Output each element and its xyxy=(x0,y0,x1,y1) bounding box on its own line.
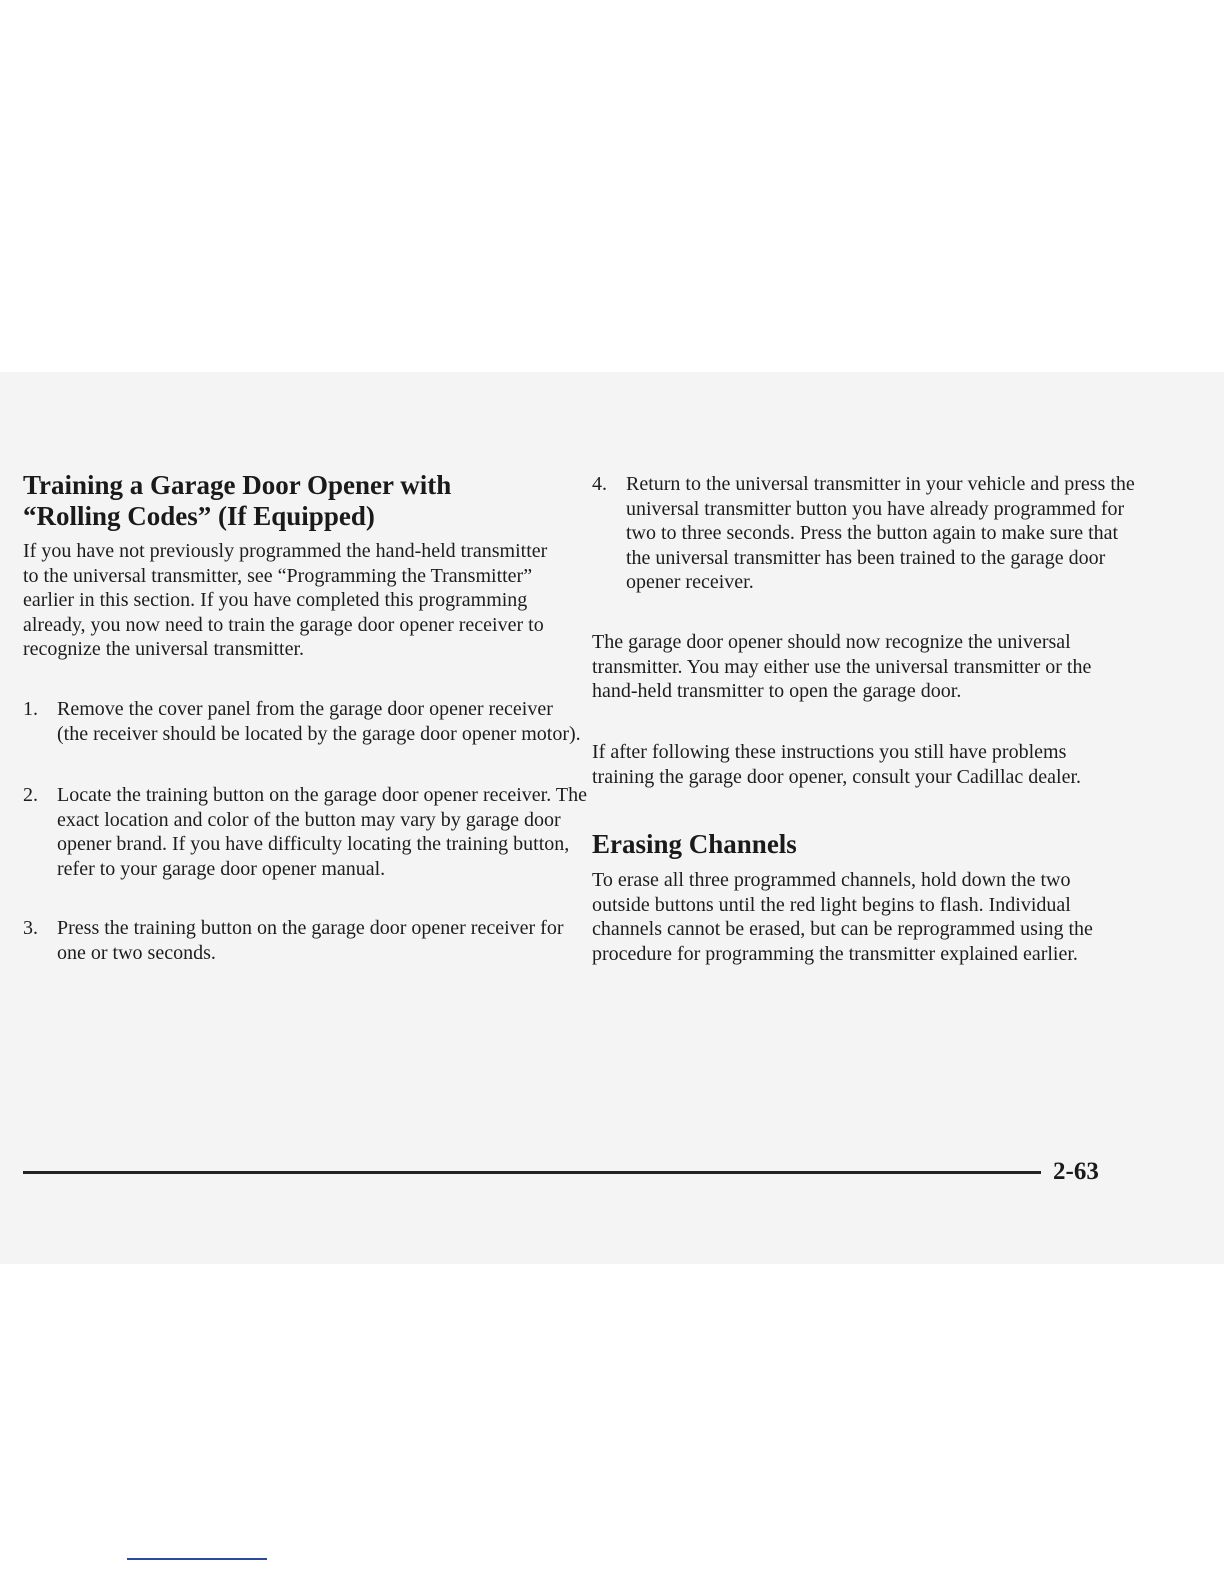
body-paragraph: The garage door opener should now recognize the universal transmitter. You may either use the universal transmitter or the hand-held transmitter to open the garage door. xyxy=(592,631,1092,703)
step-text: Return to the universal transmitter in your vehicle and press the universal transmitter button you have already programmed for two to three seconds. Press the button again to make sure that the universal transmitter has been trained to the garage door opener receiver. xyxy=(626,473,1135,594)
section-title-erasing: Erasing Channels xyxy=(592,829,797,859)
step-text: Press the training button on the garage door opener receiver for one or two seconds. xyxy=(57,917,564,964)
step-item xyxy=(23,697,587,746)
step-item xyxy=(23,783,587,881)
bottom-underline-mark xyxy=(127,1558,267,1560)
section-title-training xyxy=(23,470,563,532)
step-text: Locate the training button on the garage door opener receiver. The exact location and color of the button may vary by garage door opener brand. If you have difficulty locating the training button, refer to your garage door opener manual. xyxy=(57,784,587,880)
step-number: 2. xyxy=(23,784,38,806)
manual-page xyxy=(0,372,1224,1264)
step-item xyxy=(23,916,587,965)
step-number: 4. xyxy=(592,473,607,495)
step-text: Remove the cover panel from the garage door opener receiver (the receiver should be located by the garage door opener motor). xyxy=(57,698,581,745)
intro-paragraph: If you have not previously programmed the hand-held transmitter to the universal transmitter, see “Programming the Transmitter” earlier in this section. If you have completed this programming already, you now need to train the garage door opener receiver to recognize the universal transmitter. xyxy=(23,540,548,661)
body-paragraph: If after following these instructions you still have problems training the garage door opener, consult your Cadillac dealer. xyxy=(592,741,1082,788)
footer-rule xyxy=(23,1171,1041,1174)
title-line-1: Training a Garage Door Opener with xyxy=(23,470,452,500)
title-line-2: “Rolling Codes” (If Equipped) xyxy=(23,501,375,531)
step-number: 3. xyxy=(23,917,38,939)
step-number: 1. xyxy=(23,698,38,720)
step-item xyxy=(592,472,1146,595)
body-paragraph: To erase all three programmed channels, hold down the two outside buttons until the red light begins to flash. Individual channels cannot be erased, but can be reprogrammed using the procedure for programming the transmitter explained earlier. xyxy=(592,869,1093,965)
page-number: 2-63 xyxy=(1053,1158,1099,1185)
